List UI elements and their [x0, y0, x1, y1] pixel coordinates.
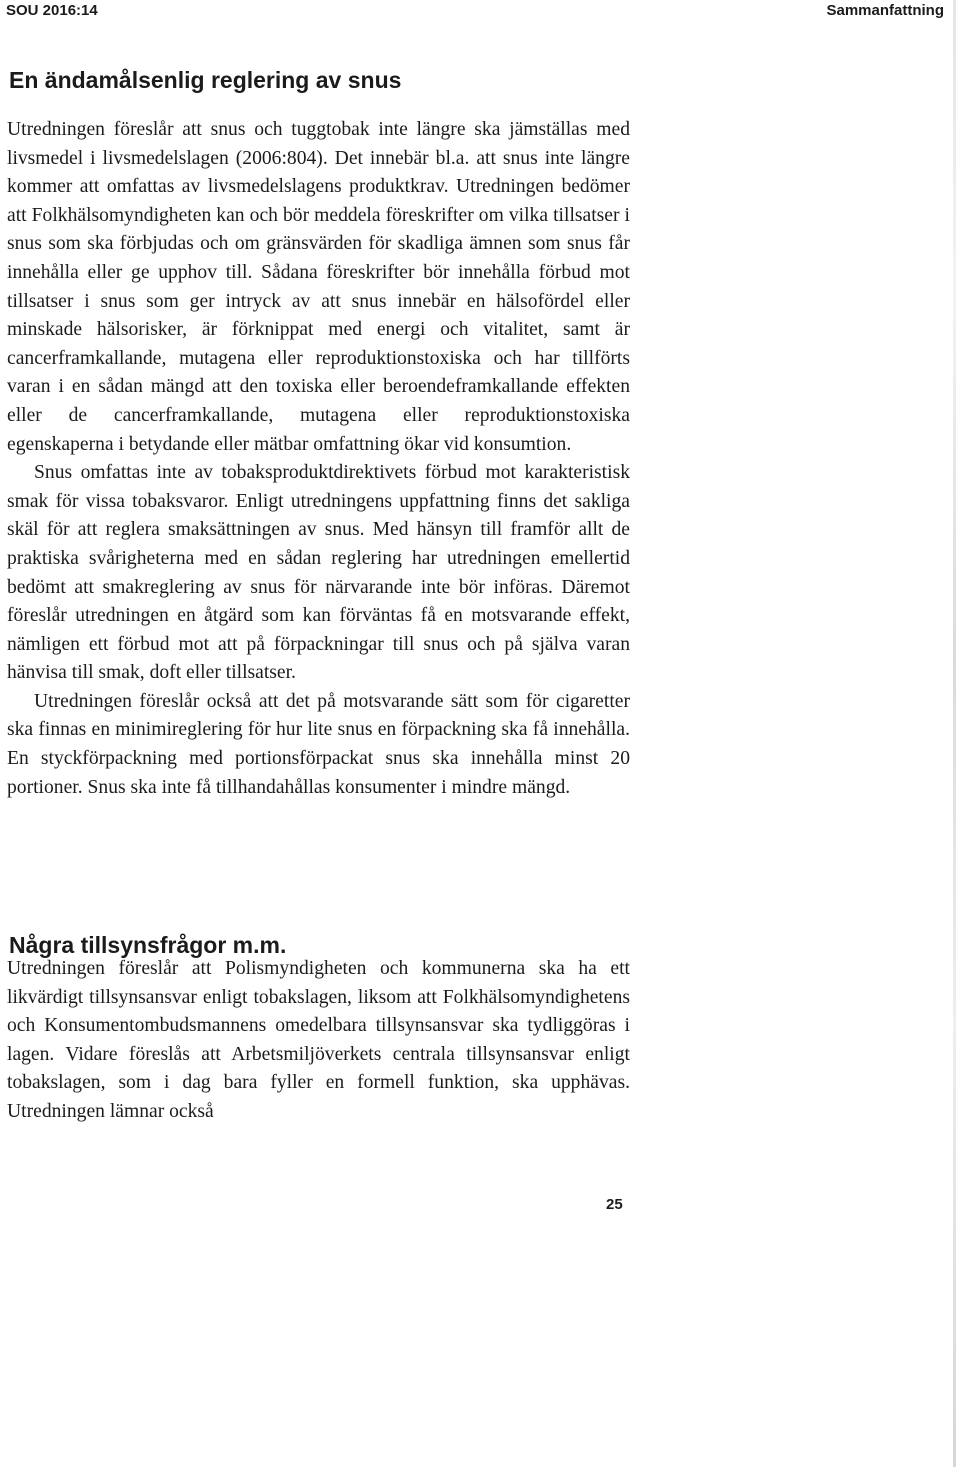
section-body-snus-regulation	[7, 116, 630, 802]
section-label: Sammanfattning	[826, 2, 944, 19]
paragraph: Utredningen föreslår också att det på motsvarande sätt som för cigaretter ska finnas en minimireglering för hur lite snus en förpackning ska få innehålla. En styckförpackning med portionsförpackat snus ska innehålla minst 20 portioner. Snus ska inte få tillhandahållas konsumenter i mindre mängd.	[7, 690, 630, 798]
page-number: 25	[606, 1196, 623, 1213]
section-heading-snus-regulation: En ändamålsenlig reglering av snus	[9, 67, 402, 93]
report-number: SOU 2016:14	[6, 2, 98, 19]
paragraph: Snus omfattas inte av tobaksproduktdirektivets förbud mot karakteristisk smak för vissa tobaksvaror. Enligt utredningens uppfattning finns det sakliga skäl för att reglera smaksättningen av snus. Med hänsyn till framför allt de praktiska svårigheterna med en sådan reglering har utredningen emellertid bedömt att smakreglering av snus för närvarande inte bör införas. Däremot föreslår utredningen en åtgärd som kan förväntas få en motsvarande effekt, nämligen ett förbud mot att på förpackningar till snus och på själva varan hänvisa till smak, doft eller tillsatser.	[7, 462, 630, 684]
running-header	[6, 0, 944, 22]
section-heading-supervision: Några tillsynsfrågor m.m.	[9, 932, 287, 958]
section-body-supervision	[7, 955, 630, 1127]
scan-edge-shadow	[953, 0, 956, 1467]
paragraph: Utredningen föreslår att Polismyndigheten och kommunerna ska ha ett likvärdigt tillsynsansvar enligt tobakslagen, liksom att Folkhälsomyndighetens och Konsumentombudsmannens omedelbara tillsynsansvar ska tydliggöras i lagen. Vidare föreslås att Arbetsmiljöverkets centrala tillsynsansvar enligt tobakslagen, som i dag bara fyller en formell funktion, ska upphävas. Utredningen lämnar också	[7, 958, 630, 1122]
paragraph: Utredningen föreslår att snus och tuggtobak inte längre ska jämställas med livsmedel i livsmedelslagen (2006:804). Det innebär bl.a. att snus inte längre kommer att omfattas av livsmedelslagens produktkrav. Utredningen bedömer att Folkhälsomyndigheten kan och bör meddela föreskrifter om vilka tillsatser i snus som ska förbjudas och om gränsvärden för skadliga ämnen som snus får innehålla eller ge upphov till. Sådana föreskrifter bör innehålla förbud mot tillsatser i snus som ger intryck av att snus innebär en hälsofördel eller minskade hälsorisker, är förknippat med energi och vitalitet, samt är cancerframkallande, mutagena eller reproduktionstoxiska och har tillförts varan i en sådan mängd att den toxiska eller beroendeframkallande effekten eller de cancerframkallande, mutagena eller reproduktionstoxiska egenskaperna i betydande eller mätbar omfattning ökar vid konsumtion.	[7, 119, 630, 455]
